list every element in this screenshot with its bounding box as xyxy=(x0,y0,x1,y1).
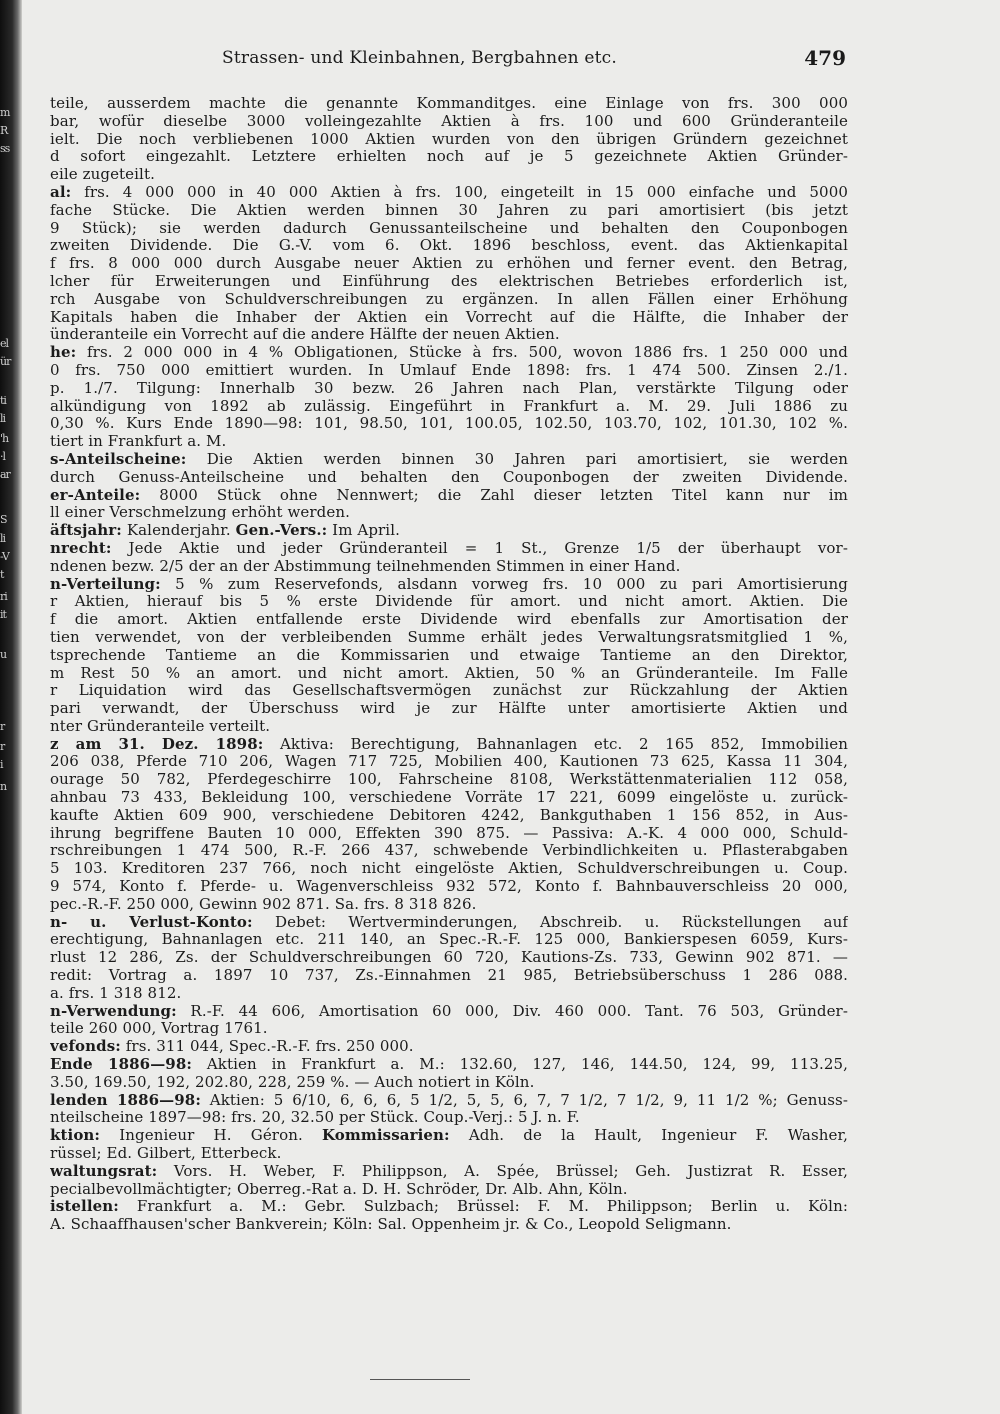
line-text: Aktiva: Berechtigung, Bahnanlagen etc. 2 165 852, Immobilien xyxy=(263,735,848,753)
line-text: bar, wofür dieselbe 3000 volleingezahlte Aktien à frs. 100 und 600 Gründeranteile xyxy=(50,112,848,130)
page-number: 479 xyxy=(804,46,846,70)
margin-fragment: ·l xyxy=(0,450,6,463)
line-text: pecialbevollmächtigter; Oberreg.-Rat a. D. H. Schröder, Dr. Alb. Ahn, Köln. xyxy=(50,1180,628,1198)
line-text: 0,30 %. Kurs Ende 1890—98: 101, 98.50, 101, 100.05, 102.50, 103.70, 102, 101.30, 102 %. xyxy=(50,415,848,433)
line-text: Im April. xyxy=(327,522,400,540)
section-label: istellen: xyxy=(50,1198,119,1216)
margin-fragment: li xyxy=(0,412,6,425)
line-text: ndenen bezw. 2/5 der an der Abstimmung teilnehmenden Stimmen in einer Hand. xyxy=(50,557,681,575)
line-text: R.-F. 44 606, Amortisation 60 000, Div. 460 000. Tant. 76 503, Gründer- xyxy=(176,1002,848,1020)
text-line xyxy=(50,362,848,380)
line-text: r Aktien, hierauf bis 5 % erste Dividende für amort. und nicht amort. Aktien. Die xyxy=(50,593,848,611)
text-line xyxy=(50,291,848,309)
line-text: f frs. 8 000 000 durch Ausgabe neuer Aktien zu erhöhen und ferner event. den Betrag, xyxy=(50,255,848,273)
line-text: eile zugeteilt. xyxy=(50,166,155,184)
text-line xyxy=(50,1163,848,1181)
text-line xyxy=(50,931,848,949)
text-line xyxy=(50,487,848,505)
text-line xyxy=(50,842,848,860)
text-line xyxy=(50,914,848,932)
margin-fragment: n xyxy=(0,780,7,793)
line-text: rch Ausgabe von Schuldverschreibungen zu ergänzen. In allen Fällen einer Erhöhung xyxy=(50,290,848,308)
section-label: n- u. Verlust-Konto: xyxy=(50,913,253,931)
section-label: s-Anteilscheine: xyxy=(50,450,187,468)
text-line xyxy=(50,148,848,166)
margin-fragment: r xyxy=(0,740,5,753)
line-text: frs. 4 000 000 in 40 000 Aktien à frs. 100, eingeteilt in 15 000 einfache und 5000 xyxy=(71,183,848,201)
line-text: rüssel; Ed. Gilbert, Etterbeck. xyxy=(50,1145,282,1163)
page-body xyxy=(50,95,848,1234)
text-line xyxy=(50,469,848,487)
text-line xyxy=(50,1109,848,1127)
text-line xyxy=(50,807,848,825)
text-line xyxy=(50,1216,848,1234)
line-text: 8000 Stück ohne Nennwert; die Zahl dieser letzten Titel kann nur im xyxy=(140,486,848,504)
margin-fragment: el xyxy=(0,337,9,350)
text-line xyxy=(50,1181,848,1199)
section-label: lenden 1886—98: xyxy=(50,1091,201,1109)
line-text: rschreibungen 1 474 500, R.-F. 266 437, schwebende Verbindlichkeiten u. Pflasterabgaben xyxy=(50,842,848,860)
margin-fragment: it xyxy=(0,608,6,621)
margin-fragment: -V xyxy=(0,550,9,563)
text-line xyxy=(50,166,848,184)
text-line xyxy=(50,504,848,522)
line-text: 0 frs. 750 000 emittiert wurden. In Umlauf Ende 1898: frs. 1 474 500. Zinsen 2./1. xyxy=(50,361,848,379)
section-label: er-Anteile: xyxy=(50,486,141,504)
margin-fragment: ri xyxy=(0,590,7,603)
section-label: ktion: xyxy=(50,1127,101,1145)
section-label: nrecht: xyxy=(50,539,112,557)
text-line xyxy=(50,753,848,771)
section-label: Gen.-Vers.: xyxy=(235,522,328,540)
line-text: 5 103. Kreditoren 237 766, noch nicht eingelöste Aktien, Schuldverschreibungen u. Coup. xyxy=(50,860,848,878)
text-line xyxy=(50,576,848,594)
section-label: z am 31. Dez. 1898: xyxy=(50,735,264,753)
text-line xyxy=(50,1145,848,1163)
line-text: ünderanteile ein Vorrecht auf die andere Hälfte der neuen Aktien. xyxy=(50,326,560,344)
margin-fragment: ar xyxy=(0,468,10,481)
margin-fragment: m xyxy=(0,106,10,119)
text-line xyxy=(50,825,848,843)
text-line xyxy=(50,985,848,1003)
text-line xyxy=(50,1092,848,1110)
line-text: frs. 2 000 000 in 4 % Obligationen, Stücke à frs. 500, wovon 1886 frs. 1 250 000 und xyxy=(76,344,848,362)
line-text: ourage 50 782, Pferdegeschirre 100, Fahrscheine 8108, Werkstättenmaterialien 112 058, xyxy=(50,771,848,789)
running-title: Strassen- und Kleinbahnen, Bergbahnen etc. xyxy=(222,48,617,68)
line-text: lcher für Erweiterungen und Einführung des elektrischen Betriebes erforderlich ist, xyxy=(50,272,848,290)
line-text: p. 1./7. Tilgung: Innerhalb 30 bezw. 26 Jahren nach Plan, verstärkte Tilgung oder xyxy=(50,379,848,397)
text-line xyxy=(50,593,848,611)
text-line xyxy=(50,736,848,754)
text-line xyxy=(50,237,848,255)
text-line xyxy=(50,718,848,736)
line-text: zweiten Dividende. Die G.-V. vom 6. Okt. 1896 beschloss, event. das Aktienkapital xyxy=(50,237,848,255)
line-text: 9 Stück); sie werden dadurch Genussanteilscheine und behalten den Couponbogen xyxy=(50,219,848,237)
line-text: Aktien in Frankfurt a. M.: 132.60, 127, 146, 144.50, 124, 99, 113.25, xyxy=(192,1056,848,1074)
text-line xyxy=(50,1020,848,1038)
line-text: ihrung begriffene Bauten 10 000, Effekten 390 875. — Passiva: A.-K. 4 000 000, Schuld- xyxy=(50,824,848,842)
line-text: nter Gründeranteile verteilt. xyxy=(50,717,271,735)
text-line xyxy=(50,220,848,238)
line-text: 206 038, Pferde 710 206, Wagen 717 725, Mobilien 400, Kautionen 73 625, Kassa 11 304, xyxy=(50,753,848,771)
text-line xyxy=(50,309,848,327)
line-text: tsprechende Tantieme an die Kommissarien und etwaige Tantieme an den Direktor, xyxy=(50,646,848,664)
text-line xyxy=(50,273,848,291)
line-text: Jede Aktie und jeder Gründeranteil = 1 St., Grenze 1/5 der überhaupt vor- xyxy=(111,539,848,557)
text-line xyxy=(50,878,848,896)
text-line xyxy=(50,113,848,131)
line-text: ielt. Die noch verbliebenen 1000 Aktien wurden von den übrigen Gründern gezeichnet xyxy=(50,130,848,148)
line-text: 5 % zum Reservefonds, alsdann vorweg frs. 10 000 zu pari Amortisierung xyxy=(160,575,848,593)
text-line xyxy=(50,558,848,576)
line-text: kaufte Aktien 609 900, verschiedene Debitoren 4242, Bankguthaben 1 156 852, in Aus- xyxy=(50,806,848,824)
text-line xyxy=(50,433,848,451)
margin-fragment: u xyxy=(0,648,7,661)
section-label: vefonds: xyxy=(50,1038,121,1056)
line-text: Adh. de la Hault, Ingenieur F. Washer, xyxy=(449,1127,848,1145)
line-text: teile, ausserdem machte die genannte Kommanditges. eine Einlage von frs. 300 000 xyxy=(50,95,848,112)
text-line xyxy=(50,665,848,683)
text-line xyxy=(50,344,848,362)
text-line xyxy=(50,700,848,718)
text-line xyxy=(50,611,848,629)
page-header xyxy=(170,46,850,74)
section-label: Ende 1886—98: xyxy=(50,1056,193,1074)
margin-fragment: 'h xyxy=(0,432,9,445)
line-text: Kalenderjahr. xyxy=(121,522,236,540)
line-text: m Rest 50 % an amort. und nicht amort. Aktien, 50 % an Gründeranteile. Im Falle xyxy=(50,664,848,682)
line-text: nteilscheine 1897—98: frs. 20, 32.50 per Stück. Coup.-Verj.: 5 J. n. F. xyxy=(50,1109,580,1127)
text-line xyxy=(50,540,848,558)
line-text: Die Aktien werden binnen 30 Jahren pari amortisiert, sie werden xyxy=(186,450,848,468)
text-line xyxy=(50,1056,848,1074)
section-label: äftsjahr: xyxy=(50,522,122,540)
text-line xyxy=(50,771,848,789)
line-text: Kapitals haben die Inhaber der Aktien ein Vorrecht auf die Hälfte, die Inhaber der xyxy=(50,308,848,326)
line-text: Aktien: 5 6/10, 6, 6, 6, 5 1/2, 5, 5, 6, 7, 7 1/2, 7 1/2, 9, 11 1/2 %; Genuss- xyxy=(200,1091,848,1109)
line-text: 3.50, 169.50, 192, 202.80, 228, 259 %. — Auch notiert in Köln. xyxy=(50,1073,535,1091)
line-text: rlust 12 286, Zs. der Schuldverschreibungen 60 720, Kautions-Zs. 733, Gewinn 902 871. — xyxy=(50,949,848,967)
section-label: waltungsrat: xyxy=(50,1162,158,1180)
line-text: ahnbau 73 433, Bekleidung 100, verschiedene Vorräte 17 221, 6099 eingelöste u. zurück- xyxy=(50,789,848,807)
section-label: Kommissarien: xyxy=(322,1127,450,1145)
text-line xyxy=(50,629,848,647)
text-line xyxy=(50,202,848,220)
text-line xyxy=(50,380,848,398)
margin-fragment: ür xyxy=(0,355,11,368)
margin-fragment: ss xyxy=(0,142,10,155)
section-label: n-Verteilung: xyxy=(50,575,161,593)
text-line xyxy=(50,95,848,113)
line-text: ll einer Verschmelzung erhöht werden. xyxy=(50,504,350,522)
text-line xyxy=(50,647,848,665)
margin-fragment: li xyxy=(0,532,6,545)
margin-fragment: r xyxy=(0,720,5,733)
line-text: teile 260 000, Vortrag 1761. xyxy=(50,1020,268,1038)
margin-fragment: S xyxy=(0,513,7,526)
line-text: A. Schaaffhausen'scher Bankverein; Köln: Sal. Oppenheim jr. & Co., Leopold Seligmann. xyxy=(50,1216,732,1234)
line-text: redit: Vortrag a. 1897 10 737, Zs.-Einnahmen 21 985, Betriebsüberschuss 1 286 088. xyxy=(50,967,848,985)
text-line xyxy=(50,255,848,273)
line-text: frs. 311 044, Spec.-R.-F. frs. 250 000. xyxy=(120,1038,414,1056)
text-line xyxy=(50,398,848,416)
margin-fragment: t xyxy=(0,568,4,581)
line-text: fache Stücke. Die Aktien werden binnen 30 Jahren zu pari amortisiert (bis jetzt xyxy=(50,201,848,219)
line-text: tien verwendet, von der verbleibenden Summe erhält jedes Verwaltungsratsmitglied 1 %, xyxy=(50,628,848,646)
line-text: alkündigung von 1892 ab zulässig. Eingeführt in Frankfurt a. M. 29. Juli 1886 zu xyxy=(50,397,848,415)
line-text: f die amort. Aktien entfallende erste Dividende wird ebenfalls zur Amortisation der xyxy=(50,611,848,629)
section-label: he: xyxy=(50,344,77,362)
line-text: durch Genuss-Anteilscheine und behalten den Couponbogen der zweiten Dividende. xyxy=(50,468,848,486)
binding-gutter xyxy=(0,0,22,1414)
text-line xyxy=(50,1074,848,1092)
line-text: Frankfurt a. M.: Gebr. Sulzbach; Brüssel: F. M. Philippson; Berlin u. Köln: xyxy=(118,1198,848,1216)
section-label: al: xyxy=(50,183,72,201)
line-text: Ingenieur H. Géron. xyxy=(100,1127,322,1145)
line-text: Vors. H. Weber, F. Philippson, A. Spée, Brüssel; Geh. Justizrat R. Esser, xyxy=(157,1162,848,1180)
line-text: a. frs. 1 318 812. xyxy=(50,984,182,1002)
margin-fragment: R xyxy=(0,124,8,137)
text-line xyxy=(50,1003,848,1021)
line-text: 9 574, Konto f. Pferde- u. Wagenverschleiss 932 572, Konto f. Bahnbauverschleiss 20 000, xyxy=(50,878,848,896)
text-line xyxy=(50,1038,848,1056)
line-text: d sofort eingezahlt. Letztere erhielten noch auf je 5 gezeichnete Aktien Gründer- xyxy=(50,148,848,166)
line-text: pari verwandt, der Überschuss wird je zur Hälfte unter amortisierte Aktien und xyxy=(50,700,848,718)
text-line xyxy=(50,326,848,344)
text-line xyxy=(50,789,848,807)
text-line xyxy=(50,522,848,540)
section-label: n-Verwendung: xyxy=(50,1002,177,1020)
text-line xyxy=(50,860,848,878)
text-line xyxy=(50,184,848,202)
footer-rule xyxy=(370,1379,470,1380)
text-line xyxy=(50,1198,848,1216)
line-text: pec.-R.-F. 250 000, Gewinn 902 871. Sa. frs. 8 318 826. xyxy=(50,895,477,913)
text-line xyxy=(50,451,848,469)
text-line xyxy=(50,949,848,967)
line-text: erechtigung, Bahnanlagen etc. 211 140, an Spec.-R.-F. 125 000, Bankierspesen 6059, Kurs- xyxy=(50,931,848,949)
margin-fragment: ti xyxy=(0,394,6,407)
text-line xyxy=(50,1127,848,1145)
text-line xyxy=(50,131,848,149)
text-line xyxy=(50,896,848,914)
text-line xyxy=(50,415,848,433)
margin-fragment: i xyxy=(0,758,3,771)
line-text: r Liquidation wird das Gesellschaftsvermögen zunächst zur Rückzahlung der Aktien xyxy=(50,682,848,700)
text-line xyxy=(50,682,848,700)
line-text: Debet: Wertverminderungen, Abschreib. u. Rückstellungen auf xyxy=(252,913,848,931)
line-text: tiert in Frankfurt a. M. xyxy=(50,433,227,451)
text-line xyxy=(50,967,848,985)
